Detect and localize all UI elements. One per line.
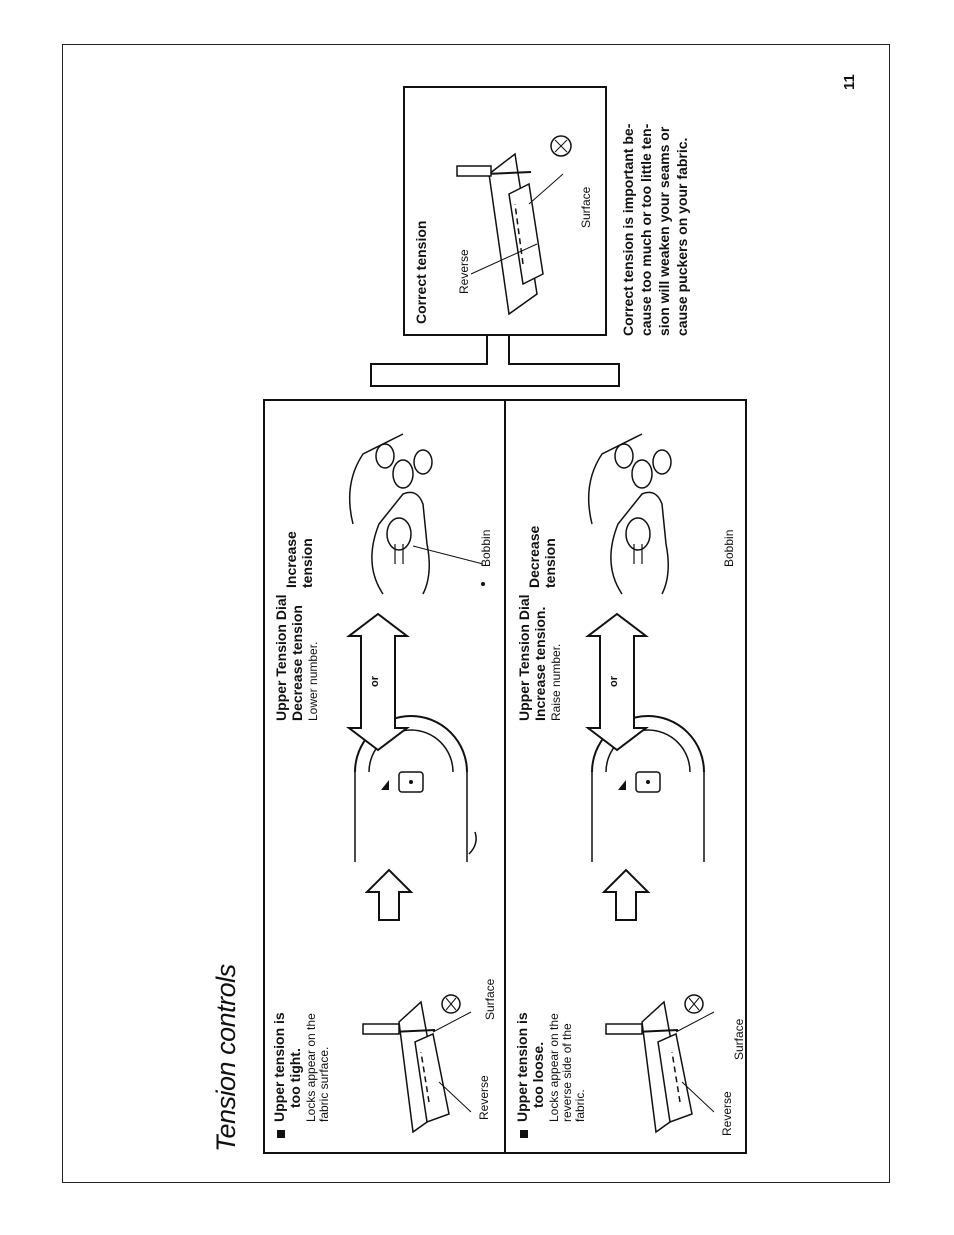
dial-title: Upper Tension Dial — [273, 594, 289, 721]
right-block-arrow — [365, 868, 413, 922]
right-block-arrow — [602, 868, 650, 922]
bullet-square — [520, 1130, 528, 1138]
dial-action: Increase tension. — [532, 606, 548, 721]
label-reverse: Reverse — [477, 1075, 491, 1120]
label-reverse: Reverse — [457, 249, 471, 294]
condition-description: Locks appear on the fabric surface. — [304, 1013, 331, 1122]
dial-action: Decrease tension — [289, 605, 305, 721]
correct-tension-note: Correct tension is important be- cause too much or too little ten- sion will weaken your seams or cause puckers on your fabric. — [620, 123, 690, 336]
dial-hint: Raise number. — [549, 643, 563, 721]
condition-description: Locks appear on the reverse side of the fabric. — [547, 1013, 587, 1122]
dial-hint: Lower number. — [306, 641, 320, 721]
dial-title: Upper Tension Dial — [516, 594, 532, 721]
condition-title: Upper tension is too loose. — [514, 1012, 546, 1122]
correct-tension-box — [403, 86, 607, 336]
bobbin-illustration — [582, 424, 742, 604]
page-title: Tension controls — [211, 964, 241, 1152]
label-reverse: Reverse — [720, 1091, 734, 1136]
row-too-loose: Upper tension is too loose. Locks appear on the reverse side of the fabric. Reverse Surface Upper Tension Dial Increase tension. Raise number. or Bobbin Decrease tension — [506, 399, 747, 1183]
label-surface: Surface — [732, 1018, 746, 1060]
condition-title: Upper tension is too tight. — [271, 1012, 303, 1122]
label-surface: Surface — [483, 978, 497, 1020]
manual-page — [62, 44, 890, 1183]
upper-dial-illustration — [349, 742, 489, 862]
label-surface: Surface — [579, 186, 593, 228]
bobbin-label: Bobbin — [479, 529, 493, 567]
or-label: or — [369, 676, 381, 687]
row-too-tight: Upper tension is too tight. Locks appear on the fabric surface. Reverse Surface Upper Tension Dial Decrease tension Lower number. or Bobbin Increase tension — [263, 399, 504, 1183]
upper-dial-illustration — [586, 742, 726, 862]
bobbin-illustration — [343, 424, 503, 604]
rotated-content — [63, 45, 890, 1183]
page-number: 11 — [841, 74, 858, 90]
correct-title: Correct tension — [413, 220, 429, 324]
or-label: or — [608, 676, 620, 687]
bobbin-label: Bobbin — [722, 529, 736, 567]
bullet-square — [277, 1130, 285, 1138]
